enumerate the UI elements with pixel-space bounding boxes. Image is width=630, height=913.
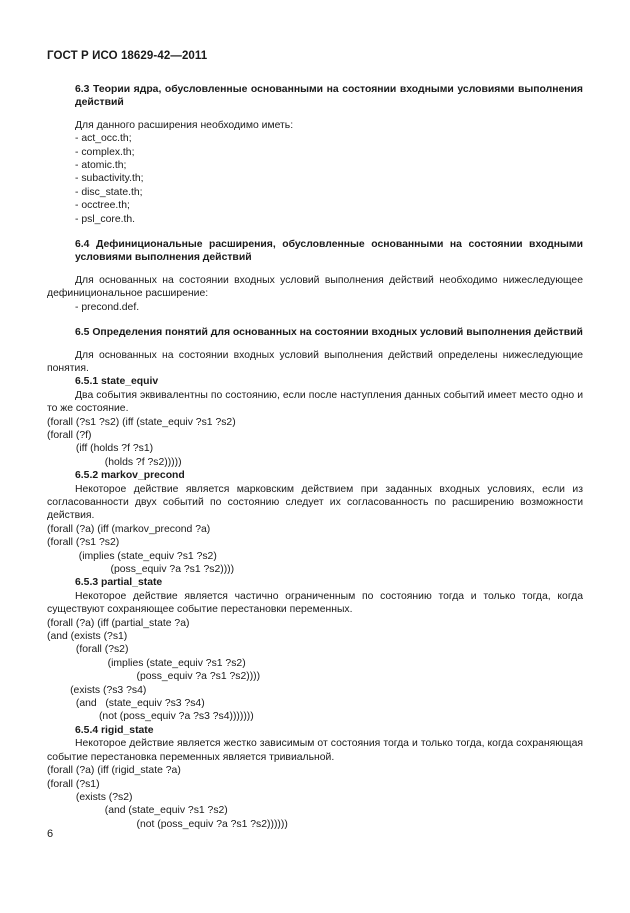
list-item: - disc_state.th; xyxy=(75,186,143,198)
code-line: (forall (?a) (iff (markov_precond ?a) xyxy=(47,523,211,535)
section-6-5-4-text: Некоторое действие является жестко зависимым от состояния тогда и только тогда, когда сохраняющая событие перестановка переменных является тривиальной. xyxy=(47,738,583,763)
code-line: (not (poss_equiv ?a ?s1 ?s2)))))) xyxy=(47,818,288,830)
section-6-3-intro: Для данного расширения необходимо иметь: xyxy=(75,119,294,131)
code-line: (forall (?s1 ?s2) xyxy=(47,537,120,549)
code-line: (poss_equiv ?a ?s1 ?s2)))) xyxy=(47,564,235,575)
list-item: - act_occ.th; xyxy=(75,133,132,145)
section-6-5-1-title: 6.5.1 state_equiv xyxy=(75,376,159,388)
section-6-5-2-title: 6.5.2 markov_precond xyxy=(75,470,185,482)
code-line: (exists (?s2) xyxy=(47,791,133,803)
code-line: (forall (?a) (iff (rigid_state ?a) xyxy=(47,765,181,777)
code-line: (not (poss_equiv ?a ?s3 ?s4))))))) xyxy=(47,711,254,723)
code-line: (forall (?f) xyxy=(47,429,92,441)
code-line: (implies (state_equiv ?s1 ?s2) xyxy=(47,550,217,562)
code-line: (forall (?s2) xyxy=(47,644,129,656)
list-item: - occtree.th; xyxy=(75,200,130,212)
code-line: (implies (state_equiv ?s1 ?s2) xyxy=(47,657,246,669)
list-item: - subactivity.th; xyxy=(75,173,144,185)
page-header: ГОСТ Р ИСО 18629-42—2011 xyxy=(47,50,208,62)
code-line: (forall (?a) (iff (partial_state ?a) xyxy=(47,617,190,629)
code-line: (poss_equiv ?a ?s1 ?s2)))) xyxy=(47,671,261,683)
list-item: - precond.def. xyxy=(75,301,140,313)
code-line: (holds ?f ?s2))))) xyxy=(47,456,182,468)
section-6-5-2-text: Некоторое действие является марковским действием при заданных входных условиях, если из согласованности двух событий по состоянию следует их согласованность по расширению возможности действия. xyxy=(47,483,583,522)
section-6-5-3-title: 6.5.3 partial_state xyxy=(75,577,163,589)
list-item: - psl_core.th. xyxy=(75,213,136,225)
code-line: (forall (?s1) xyxy=(47,778,100,790)
section-6-5-text: Для основанных на состоянии входных условий выполнения действий определены нижеследующие понятия. xyxy=(47,349,583,374)
page-content xyxy=(47,80,583,831)
code-line: (forall (?s1 ?s2) (iff (state_equiv ?s1 ?s2) xyxy=(47,416,236,428)
section-6-5-heading: 6.5 Определения понятий для основанных на состоянии входных условий выполнения действий xyxy=(75,327,583,339)
section-6-5-1-text: Два события эквивалентны по состоянию, если после наступления данных событий имеет место одно и то же состояние. xyxy=(47,389,583,415)
section-6-4-text: Для основанных на состоянии входных условий выполнения действий необходимо нижеследующее дефинициональное расширение: xyxy=(47,274,583,300)
section-6-4-heading: 6.4 Дефинициональные расширения, обусловленные основанными на состоянии входными условиями выполнения действий xyxy=(75,239,583,264)
code-line: (and (state_equiv ?s1 ?s2) xyxy=(47,805,228,817)
list-item: - complex.th; xyxy=(75,146,135,158)
code-line: (and (state_equiv ?s3 ?s4) xyxy=(47,698,205,710)
code-line: (and (exists (?s1) xyxy=(47,631,128,643)
section-6-5-4-title: 6.5.4 rigid_state xyxy=(75,724,154,736)
section-6-5-3-text: Некоторое действие является частично ограниченным по состоянию тогда и только тогда, когда существуют сохраняющее событие перестановки переменных. xyxy=(47,590,583,616)
section-6-3-heading: 6.3 Теории ядра, обусловленные основанными на состоянии входными условиями выполнения действий xyxy=(75,84,583,109)
code-line: (exists (?s3 ?s4) xyxy=(47,684,147,696)
code-line: (iff (holds ?f ?s1) xyxy=(47,443,154,455)
page-number: 6 xyxy=(47,828,54,840)
list-item: - atomic.th; xyxy=(75,160,127,172)
